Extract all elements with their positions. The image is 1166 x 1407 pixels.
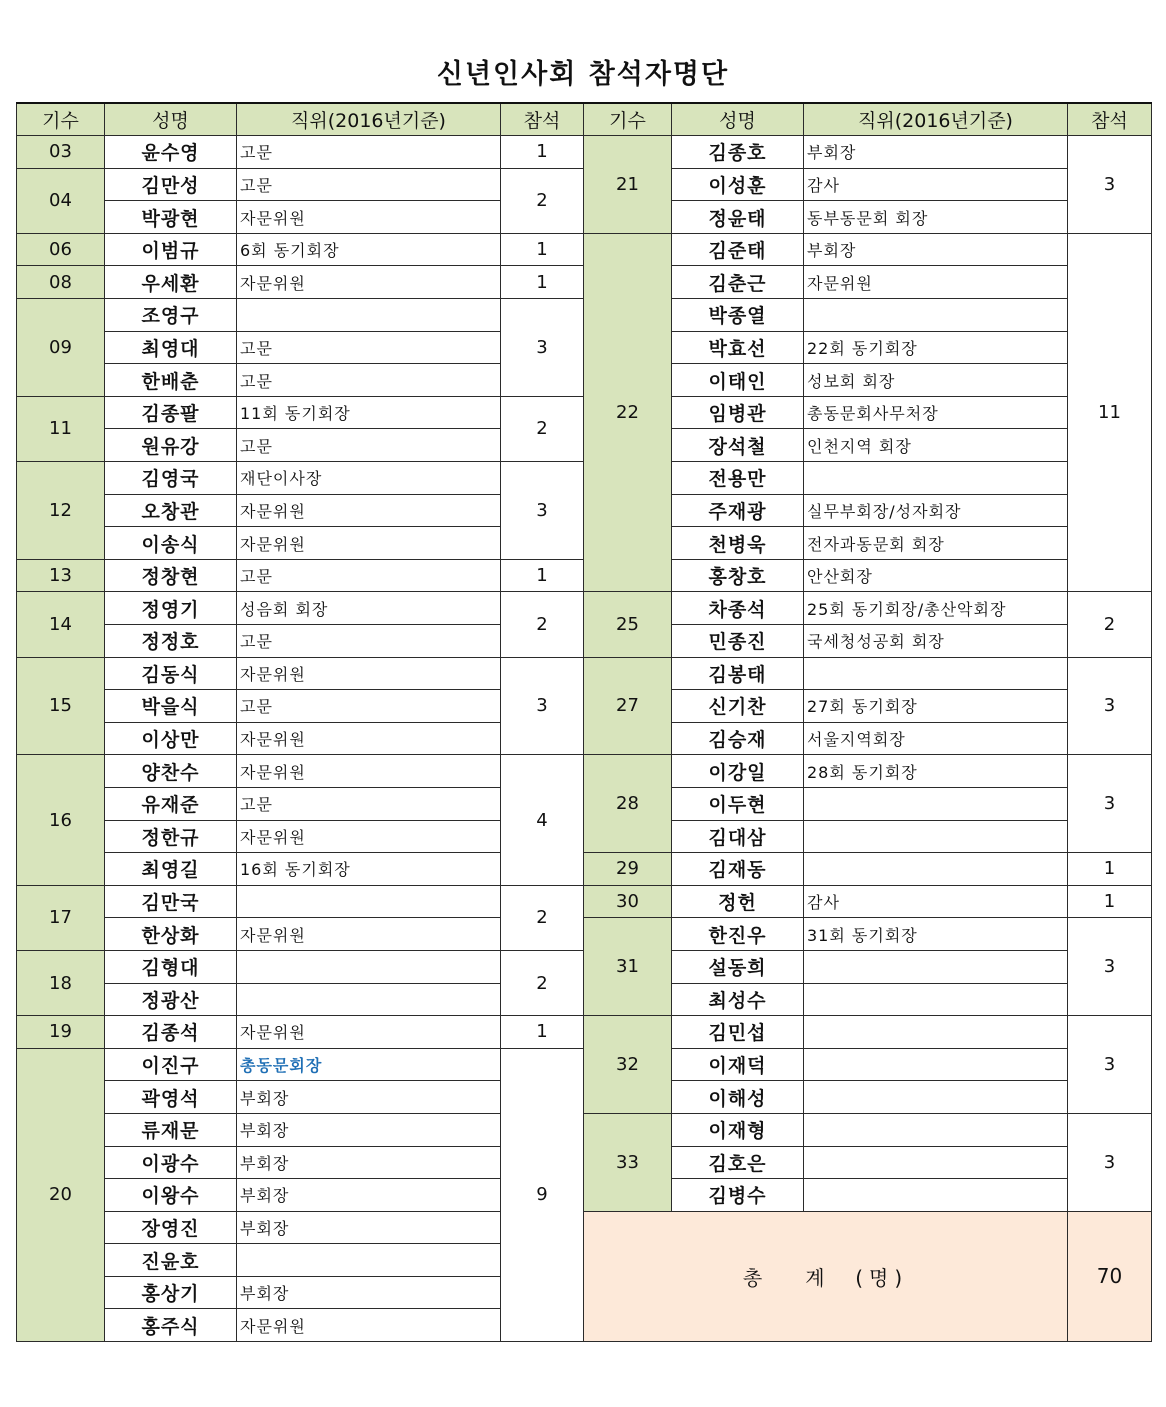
name-cell: 주재광 <box>672 494 804 527</box>
position-cell: 자문위원 <box>237 820 501 853</box>
name-cell: 이성훈 <box>672 168 804 201</box>
name-cell: 곽영석 <box>105 1081 237 1114</box>
name-cell: 김영국 <box>105 462 237 495</box>
count-cell: 9 <box>501 1048 584 1341</box>
position-cell <box>804 950 1068 983</box>
name-cell: 김종팔 <box>105 396 237 429</box>
position-cell: 28회 동기회장 <box>804 755 1068 788</box>
position-cell: 6회 동기회장 <box>237 233 501 266</box>
position-cell <box>804 787 1068 820</box>
total-label: 총 계 (명) <box>584 1211 1068 1341</box>
position-cell <box>237 950 501 983</box>
name-cell: 정헌 <box>672 885 804 918</box>
table-row <box>17 755 1152 788</box>
name-cell: 정영기 <box>105 592 237 625</box>
position-cell: 성보회 회장 <box>804 364 1068 397</box>
name-cell: 박광현 <box>105 201 237 234</box>
position-cell: 25회 동기회장/총산악회장 <box>804 592 1068 625</box>
count-cell: 1 <box>501 1016 584 1049</box>
count-cell: 3 <box>1068 918 1152 1016</box>
name-cell: 최영길 <box>105 853 237 886</box>
name-cell: 민종진 <box>672 625 804 658</box>
position-cell: 31회 동기회장 <box>804 918 1068 951</box>
header-position-right: 직위(2016년기준) <box>804 103 1068 136</box>
count-cell: 1 <box>1068 853 1152 886</box>
count-cell: 2 <box>501 396 584 461</box>
position-cell: 감사 <box>804 168 1068 201</box>
name-cell: 이재덕 <box>672 1048 804 1081</box>
name-cell: 설동희 <box>672 950 804 983</box>
name-cell: 정한규 <box>105 820 237 853</box>
position-cell <box>237 299 501 332</box>
count-cell: 3 <box>1068 1113 1152 1211</box>
position-cell: 전자과동문회 회장 <box>804 527 1068 560</box>
position-cell: 고문 <box>237 690 501 723</box>
gen-cell: 30 <box>584 885 672 918</box>
name-cell: 양찬수 <box>105 755 237 788</box>
name-cell: 이진구 <box>105 1048 237 1081</box>
position-cell: 성음회 회장 <box>237 592 501 625</box>
count-cell: 3 <box>501 462 584 560</box>
gen-cell: 27 <box>584 657 672 755</box>
position-cell: 자문위원 <box>237 1309 501 1342</box>
position-cell: 고문 <box>237 136 501 169</box>
name-cell: 오창관 <box>105 494 237 527</box>
position-cell <box>804 1113 1068 1146</box>
name-cell: 김춘근 <box>672 266 804 299</box>
total-value: 70 <box>1068 1211 1152 1341</box>
name-cell: 이광수 <box>105 1146 237 1179</box>
position-cell: 재단이사장 <box>237 462 501 495</box>
count-cell: 3 <box>501 299 584 397</box>
name-cell: 류재문 <box>105 1113 237 1146</box>
gen-cell: 08 <box>17 266 105 299</box>
count-cell: 3 <box>501 657 584 755</box>
page-title: 신년인사회 참석자명단 <box>436 59 730 90</box>
name-cell: 이왕수 <box>105 1179 237 1212</box>
count-cell: 11 <box>1068 233 1152 592</box>
name-cell: 박효선 <box>672 331 804 364</box>
gen-cell: 17 <box>17 885 105 950</box>
position-cell: 고문 <box>237 168 501 201</box>
count-cell: 2 <box>1068 592 1152 657</box>
name-cell: 진윤호 <box>105 1244 237 1277</box>
name-cell: 홍창호 <box>672 559 804 592</box>
position-cell: 부회장 <box>237 1211 501 1244</box>
gen-cell: 03 <box>17 136 105 169</box>
name-cell: 정윤태 <box>672 201 804 234</box>
position-cell: 고문 <box>237 331 501 364</box>
position-cell <box>237 1244 501 1277</box>
name-cell: 김승재 <box>672 722 804 755</box>
position-cell: 서울지역회장 <box>804 722 1068 755</box>
name-cell: 한진우 <box>672 918 804 951</box>
position-cell <box>804 820 1068 853</box>
gen-cell: 14 <box>17 592 105 657</box>
name-cell: 홍주식 <box>105 1309 237 1342</box>
position-cell <box>237 983 501 1016</box>
name-cell: 이범규 <box>105 233 237 266</box>
table-row <box>17 1113 1152 1146</box>
position-cell <box>804 1081 1068 1114</box>
position-cell: 자문위원 <box>237 201 501 234</box>
name-cell: 전용만 <box>672 462 804 495</box>
name-cell: 김민섭 <box>672 1016 804 1049</box>
position-cell: 자문위원 <box>237 722 501 755</box>
name-cell: 김형대 <box>105 950 237 983</box>
position-cell: 부회장 <box>804 136 1068 169</box>
table-row <box>17 233 1152 266</box>
position-cell <box>237 885 501 918</box>
name-cell: 박을식 <box>105 690 237 723</box>
position-cell: 자문위원 <box>237 527 501 560</box>
name-cell: 정정호 <box>105 625 237 658</box>
header-position-left: 직위(2016년기준) <box>237 103 501 136</box>
name-cell: 한상화 <box>105 918 237 951</box>
gen-cell: 28 <box>584 755 672 853</box>
gen-cell: 12 <box>17 462 105 560</box>
name-cell: 김동식 <box>105 657 237 690</box>
name-cell: 한배춘 <box>105 364 237 397</box>
table-row <box>17 1211 1152 1244</box>
header-gen-left: 기수 <box>17 103 105 136</box>
table-row <box>17 853 1152 886</box>
name-cell: 김만성 <box>105 168 237 201</box>
position-cell: 27회 동기회장 <box>804 690 1068 723</box>
gen-cell: 11 <box>17 396 105 461</box>
header-name-right: 성명 <box>672 103 804 136</box>
table-row <box>17 885 1152 918</box>
count-cell: 1 <box>501 136 584 169</box>
gen-cell: 25 <box>584 592 672 657</box>
name-cell: 김종석 <box>105 1016 237 1049</box>
name-cell: 김종호 <box>672 136 804 169</box>
count-cell: 4 <box>501 755 584 885</box>
table-row <box>17 1016 1152 1049</box>
position-cell: 국세청성공회 회장 <box>804 625 1068 658</box>
table-row <box>17 592 1152 625</box>
gen-cell: 19 <box>17 1016 105 1049</box>
name-cell: 정광산 <box>105 983 237 1016</box>
name-cell: 김호은 <box>672 1146 804 1179</box>
gen-cell: 15 <box>17 657 105 755</box>
position-cell <box>804 299 1068 332</box>
count-cell: 3 <box>1068 136 1152 234</box>
name-cell: 최성수 <box>672 983 804 1016</box>
name-cell: 이태인 <box>672 364 804 397</box>
position-cell: 자문위원 <box>237 755 501 788</box>
position-cell: 안산회장 <box>804 559 1068 592</box>
count-cell: 3 <box>1068 657 1152 755</box>
gen-cell: 20 <box>17 1048 105 1341</box>
gen-cell: 29 <box>584 853 672 886</box>
position-cell: 고문 <box>237 429 501 462</box>
gen-cell: 18 <box>17 950 105 1015</box>
position-cell: 자문위원 <box>237 918 501 951</box>
count-cell: 2 <box>501 885 584 950</box>
name-cell: 우세환 <box>105 266 237 299</box>
name-cell: 김준태 <box>672 233 804 266</box>
name-cell: 김병수 <box>672 1179 804 1212</box>
position-cell <box>804 1048 1068 1081</box>
position-cell: 자문위원 <box>237 494 501 527</box>
position-cell <box>804 853 1068 886</box>
name-cell: 조영구 <box>105 299 237 332</box>
position-cell: 부회장 <box>237 1146 501 1179</box>
name-cell: 홍상기 <box>105 1276 237 1309</box>
header-gen-right: 기수 <box>584 103 672 136</box>
gen-cell: 06 <box>17 233 105 266</box>
name-cell: 신기찬 <box>672 690 804 723</box>
position-cell <box>804 983 1068 1016</box>
position-cell: 16회 동기회장 <box>237 853 501 886</box>
count-cell: 3 <box>1068 755 1152 853</box>
count-cell: 2 <box>501 950 584 1015</box>
position-cell: 부회장 <box>237 1179 501 1212</box>
position-cell: 자문위원 <box>237 1016 501 1049</box>
header-count-left: 참석 <box>501 103 584 136</box>
position-cell: 고문 <box>237 364 501 397</box>
count-cell: 1 <box>501 266 584 299</box>
position-cell: 인천지역 회장 <box>804 429 1068 462</box>
name-cell: 최영대 <box>105 331 237 364</box>
position-cell: 부회장 <box>237 1113 501 1146</box>
gen-cell: 09 <box>17 299 105 397</box>
position-cell: 동부동문회 회장 <box>804 201 1068 234</box>
name-cell: 장영진 <box>105 1211 237 1244</box>
header-count-right: 참석 <box>1068 103 1152 136</box>
name-cell: 천병욱 <box>672 527 804 560</box>
count-cell: 2 <box>501 592 584 657</box>
position-cell <box>804 657 1068 690</box>
table-row <box>17 657 1152 690</box>
table-row <box>17 918 1152 951</box>
position-cell: 11회 동기회장 <box>237 396 501 429</box>
position-cell: 총동문회사무처장 <box>804 396 1068 429</box>
position-cell: 고문 <box>237 559 501 592</box>
name-cell: 임병관 <box>672 396 804 429</box>
position-cell: 총동문회장 <box>237 1048 501 1081</box>
name-cell: 이해성 <box>672 1081 804 1114</box>
position-cell <box>804 1146 1068 1179</box>
position-cell: 자문위원 <box>237 266 501 299</box>
position-cell: 부회장 <box>237 1276 501 1309</box>
attendee-table <box>16 102 1152 1342</box>
gen-cell: 32 <box>584 1016 672 1114</box>
position-cell: 고문 <box>237 625 501 658</box>
gen-cell: 13 <box>17 559 105 592</box>
count-cell: 1 <box>501 233 584 266</box>
name-cell: 장석철 <box>672 429 804 462</box>
position-cell <box>804 1016 1068 1049</box>
gen-cell: 04 <box>17 168 105 233</box>
name-cell: 이두현 <box>672 787 804 820</box>
name-cell: 이송식 <box>105 527 237 560</box>
count-cell: 1 <box>501 559 584 592</box>
position-cell <box>804 462 1068 495</box>
name-cell: 이강일 <box>672 755 804 788</box>
position-cell: 자문위원 <box>237 657 501 690</box>
name-cell: 윤수영 <box>105 136 237 169</box>
name-cell: 이재형 <box>672 1113 804 1146</box>
position-cell: 자문위원 <box>804 266 1068 299</box>
position-cell: 부회장 <box>237 1081 501 1114</box>
name-cell: 원유강 <box>105 429 237 462</box>
header-name-left: 성명 <box>105 103 237 136</box>
name-cell: 김재동 <box>672 853 804 886</box>
name-cell: 차종석 <box>672 592 804 625</box>
count-cell: 1 <box>1068 885 1152 918</box>
table-row <box>17 136 1152 169</box>
name-cell: 김만국 <box>105 885 237 918</box>
table-body <box>17 136 1152 1342</box>
gen-cell: 31 <box>584 918 672 1016</box>
gen-cell: 33 <box>584 1113 672 1211</box>
gen-cell: 16 <box>17 755 105 885</box>
gen-cell: 21 <box>584 136 672 234</box>
name-cell: 유재준 <box>105 787 237 820</box>
count-cell: 3 <box>1068 1016 1152 1114</box>
position-cell: 22회 동기회장 <box>804 331 1068 364</box>
position-cell: 실무부회장/성자회장 <box>804 494 1068 527</box>
gen-cell: 22 <box>584 233 672 592</box>
count-cell: 2 <box>501 168 584 233</box>
header-row <box>17 103 1152 136</box>
position-cell <box>804 1179 1068 1212</box>
position-cell: 감사 <box>804 885 1068 918</box>
name-cell: 박종열 <box>672 299 804 332</box>
name-cell: 정창현 <box>105 559 237 592</box>
position-cell: 고문 <box>237 787 501 820</box>
name-cell: 김봉태 <box>672 657 804 690</box>
name-cell: 이상만 <box>105 722 237 755</box>
position-cell: 부회장 <box>804 233 1068 266</box>
name-cell: 김대삼 <box>672 820 804 853</box>
